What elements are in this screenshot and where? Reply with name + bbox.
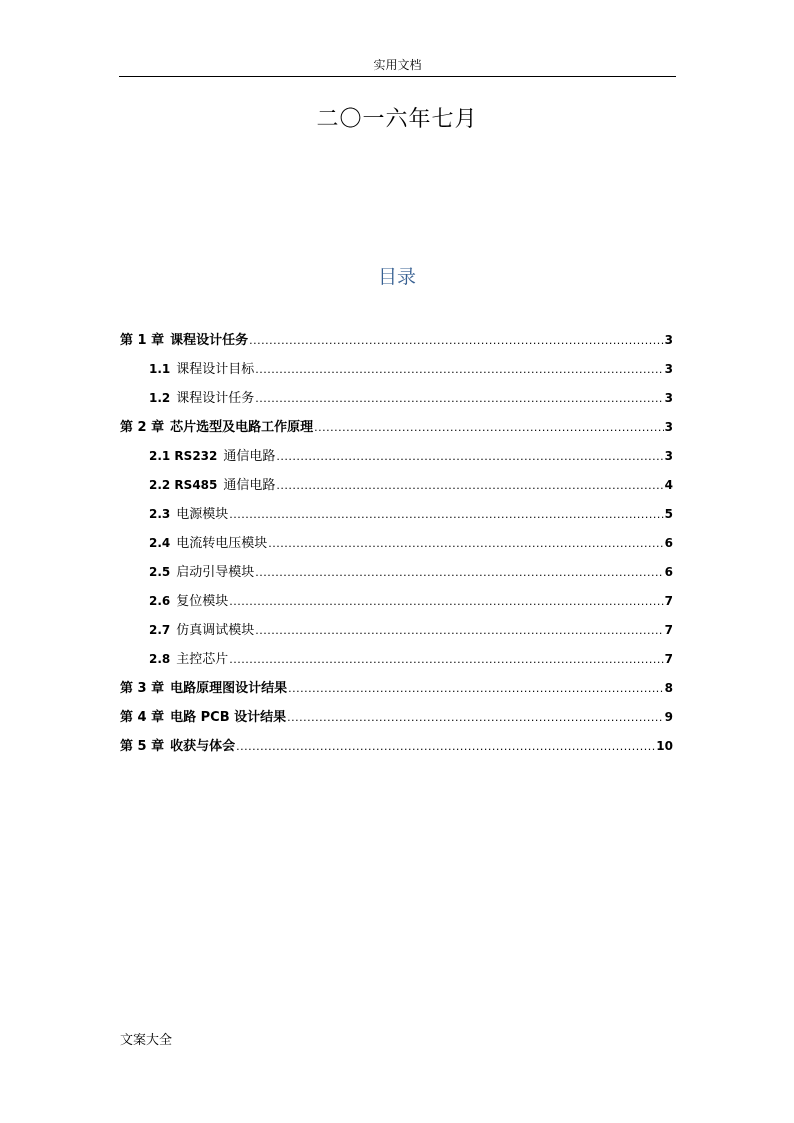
toc-leader-dots — [276, 442, 663, 471]
toc-entry-1-2[interactable] — [120, 384, 673, 413]
toc-entry-label: 复位模块 — [176, 594, 229, 609]
date-line: 二〇一六年七月 — [316, 107, 478, 132]
toc-entry-2-6[interactable] — [120, 587, 673, 616]
toc-entry-number: 第 3 章 — [120, 681, 165, 696]
toc-leader-dots — [255, 355, 663, 384]
toc-title: 目录 — [377, 266, 416, 288]
toc-leader-dots — [255, 616, 663, 645]
toc-entry-page: 3 — [664, 362, 673, 376]
toc-entry-page: 3 — [664, 420, 673, 434]
toc-entry-label: 仿真调试模块 — [176, 623, 255, 638]
toc-entry-label: 通信电路 — [223, 449, 276, 464]
toc-entry-number: 2.7 — [149, 623, 171, 637]
toc-entry-2-7[interactable] — [120, 616, 673, 645]
toc-leader-dots — [288, 674, 664, 703]
page-footer: 文案大全 — [120, 1033, 173, 1048]
toc-entry-label: 启动引导模块 — [176, 565, 255, 580]
toc-entry-number: 2.6 — [149, 594, 171, 608]
toc-entry-page: 7 — [664, 623, 673, 637]
toc-entry-label: 通信电路 — [223, 478, 276, 493]
toc-entry-label: 电路 PCB 设计结果 — [170, 710, 287, 725]
page-header: 实用文档 — [119, 56, 676, 77]
toc-entry-page: 9 — [664, 710, 673, 724]
toc-entry-page: 7 — [664, 594, 673, 608]
toc-entry-number: 2.3 — [149, 507, 171, 521]
toc-entry-2-5[interactable] — [120, 558, 673, 587]
toc-entry-number: 2.2 RS485 — [149, 478, 218, 492]
toc-entry-2-8[interactable] — [120, 645, 673, 674]
toc-leader-dots — [255, 558, 663, 587]
toc-entry-page: 7 — [664, 652, 673, 666]
toc-entry-page: 3 — [664, 391, 673, 405]
toc-leader-dots — [255, 384, 663, 413]
toc-entry-label: 电源模块 — [176, 507, 229, 522]
toc-entry-label: 电流转电压模块 — [176, 536, 268, 551]
toc-entry-label: 芯片选型及电路工作原理 — [170, 420, 314, 435]
toc-entry-page: 3 — [664, 333, 673, 347]
toc-leader-dots — [268, 529, 663, 558]
toc-entry-number: 第 1 章 — [120, 333, 165, 348]
toc-leader-dots — [314, 413, 664, 442]
toc-entry-page: 5 — [664, 507, 673, 521]
toc-leader-dots — [287, 703, 664, 732]
toc-entry-page: 6 — [664, 565, 673, 579]
toc-entry-2-2[interactable] — [120, 471, 673, 500]
toc-leader-dots — [276, 471, 663, 500]
toc-entry-page: 6 — [664, 536, 673, 550]
toc-entry-label: 电路原理图设计结果 — [170, 681, 288, 696]
toc-leader-dots — [249, 326, 664, 355]
toc-entry-ch1[interactable] — [120, 326, 673, 355]
toc-entry-1-1[interactable] — [120, 355, 673, 384]
toc-entry-page: 10 — [656, 739, 673, 753]
toc-leader-dots — [229, 500, 663, 529]
toc-entry-page: 3 — [664, 449, 673, 463]
toc-entry-number: 2.8 — [149, 652, 171, 666]
toc-entry-number: 2.1 RS232 — [149, 449, 218, 463]
toc-entry-label: 课程设计任务 — [176, 391, 255, 406]
toc-leader-dots — [229, 645, 663, 674]
toc-entry-ch5[interactable] — [120, 732, 673, 761]
toc-entry-label: 主控芯片 — [176, 652, 229, 667]
toc-entry-number: 1.1 — [149, 362, 171, 376]
toc-entry-label: 课程设计目标 — [176, 362, 255, 377]
toc-entry-ch3[interactable] — [120, 674, 673, 703]
toc-leader-dots — [229, 587, 663, 616]
toc-entry-number: 第 5 章 — [120, 739, 165, 754]
toc-entry-number: 第 4 章 — [120, 710, 165, 725]
toc-entry-label: 收获与体会 — [170, 739, 236, 754]
toc-entry-label: 课程设计任务 — [170, 333, 249, 348]
toc-entry-2-3[interactable] — [120, 500, 673, 529]
toc-entry-page: 8 — [664, 681, 673, 695]
toc-entry-2-4[interactable] — [120, 529, 673, 558]
toc-entry-ch2[interactable] — [120, 413, 673, 442]
toc-entry-number: 2.4 — [149, 536, 171, 550]
toc-entry-2-1[interactable] — [120, 442, 673, 471]
toc-entry-number: 第 2 章 — [120, 420, 165, 435]
toc-entry-number: 2.5 — [149, 565, 171, 579]
toc-entry-page: 4 — [664, 478, 673, 492]
toc-entry-ch4[interactable] — [120, 703, 673, 732]
table-of-contents — [120, 326, 673, 761]
toc-leader-dots — [236, 732, 655, 761]
toc-entry-number: 1.2 — [149, 391, 171, 405]
